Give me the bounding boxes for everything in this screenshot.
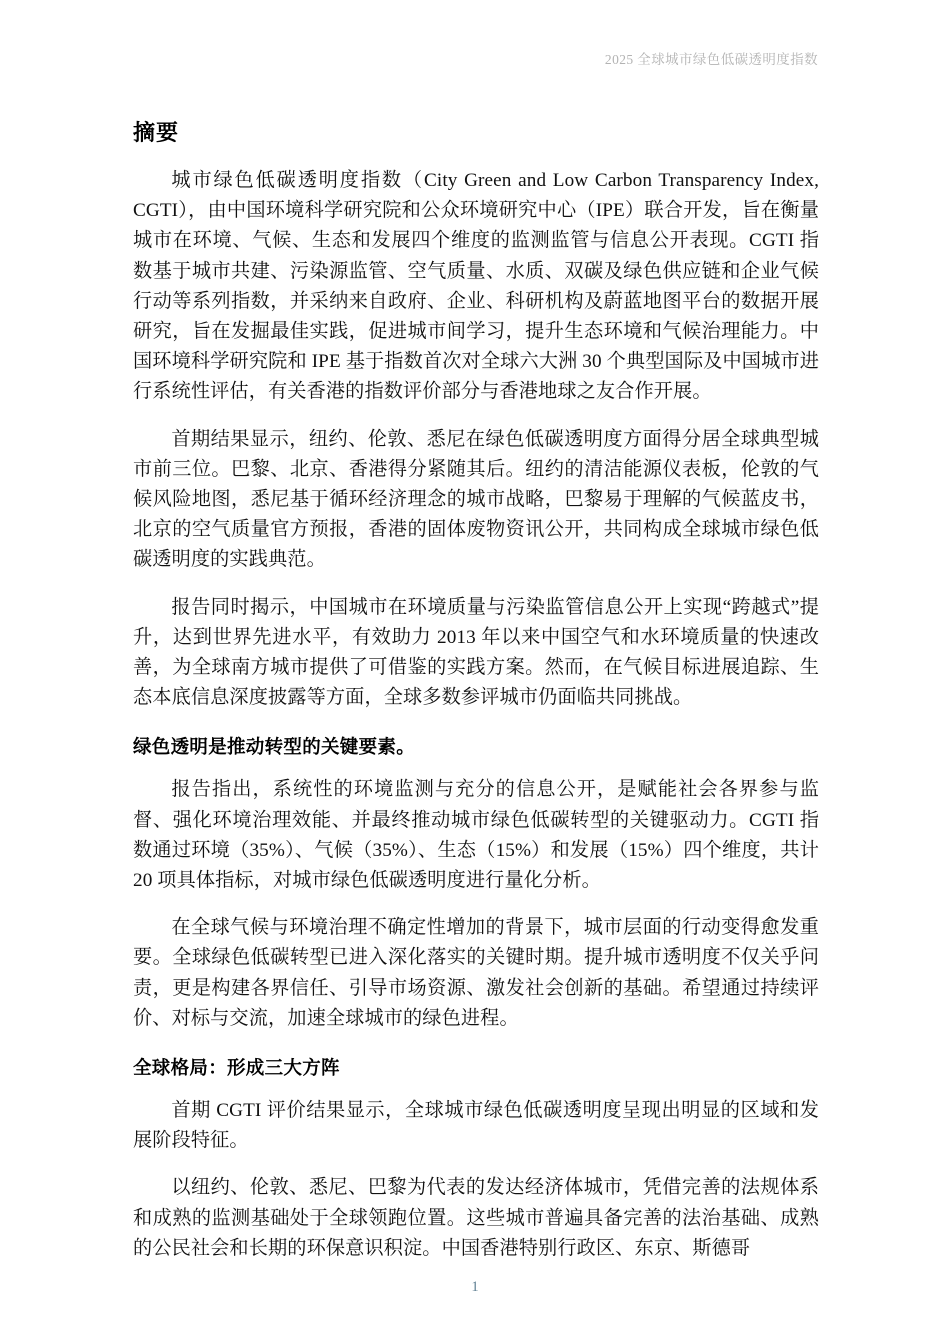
body-paragraph: 报告同时揭示，中国城市在环境质量与污染监管信息公开上实现“跨越式”提升，达到世界先进水平，有效助力 2013 年以来中国空气和水环境质量的快速改善，为全球南方城市提供了可借鉴的实践方案。然而，在气候目标进展追踪、生态本底信息深度披露等方面，全球多数参评城市仍面临共同挑战。	[133, 596, 819, 709]
body-paragraph: 报告指出，系统性的环境监测与充分的信息公开，是赋能社会各界参与监督、强化环境治理效能、并最终推动城市绿色低碳转型的关键驱动力。CGTI 指数通过环境（35%）、气候（35%）、生态（15%）和发展（15%）四个维度，共计 20 项具体指标，对城市绿色低碳透明度进行量化分析。	[133, 779, 819, 892]
body-paragraph: 在全球气候与环境治理不确定性增加的背景下，城市层面的行动变得愈发重要。全球绿色低碳转型已进入深化落实的关键时期。提升城市透明度不仅关乎问责，更是构建各界信任、引导市场资源、激发社会创新的基础。希望通过持续评价、对标与交流，加速全球城市的绿色进程。	[133, 917, 819, 1029]
section-heading: 绿色透明是推动转型的关键要素。	[133, 736, 416, 758]
page-number: 1	[471, 1279, 479, 1295]
section-heading: 全球格局：形成三大方阵	[133, 1057, 340, 1079]
page-title: 摘要	[133, 120, 180, 145]
body-paragraph: 首期 CGTI 评价结果显示，全球城市绿色低碳透明度呈现出明显的区域和发展阶段特征。	[133, 1100, 819, 1152]
running-header: 2025 全球城市绿色低碳透明度指数	[604, 52, 818, 67]
document-content	[133, 118, 819, 1264]
content-blocks	[133, 166, 819, 1264]
body-paragraph: 首期结果显示，纽约、伦敦、悉尼在绿色低碳透明度方面得分居全球典型城市前三位。巴黎、北京、香港得分紧随其后。纽约的清洁能源仪表板，伦敦的气候风险地图，悉尼基于循环经济理念的城市战略，巴黎易于理解的气候蓝皮书，北京的空气质量官方预报，香港的固体废物资讯公开，共同构成全球城市绿色低碳透明度的实践典范。	[133, 428, 819, 571]
body-paragraph: 以纽约、伦敦、悉尼、巴黎为代表的发达经济体城市，凭借完善的法规体系和成熟的监测基础处于全球领跑位置。这些城市普遍具备完善的法治基础、成熟的公民社会和长期的环保意识积淀。中国香港特别行政区、东京、斯德哥	[133, 1177, 819, 1259]
body-paragraph: 城市绿色低碳透明度指数（City Green and Low Carbon Transparency Index, CGTI），由中国环境科学研究院和公众环境研究中心（IPE）联合开发，旨在衡量城市在环境、气候、生态和发展四个维度的监测监管与信息公开表现。CGTI 指数基于城市共建、污染源监管、空气质量、水质、双碳及绿色供应链和企业气候行动等系列指数，并采纳来自政府、企业、科研机构及蔚蓝地图平台的数据开展研究，旨在发掘最佳实践，促进城市间学习，提升生态环境和气候治理能力。中国环境科学研究院和 IPE 基于指数首次对全球六大洲 30 个典型国际及中国城市进行系统性评估，有关香港的指数评价部分与香港地球之友合作开展。	[133, 170, 819, 403]
